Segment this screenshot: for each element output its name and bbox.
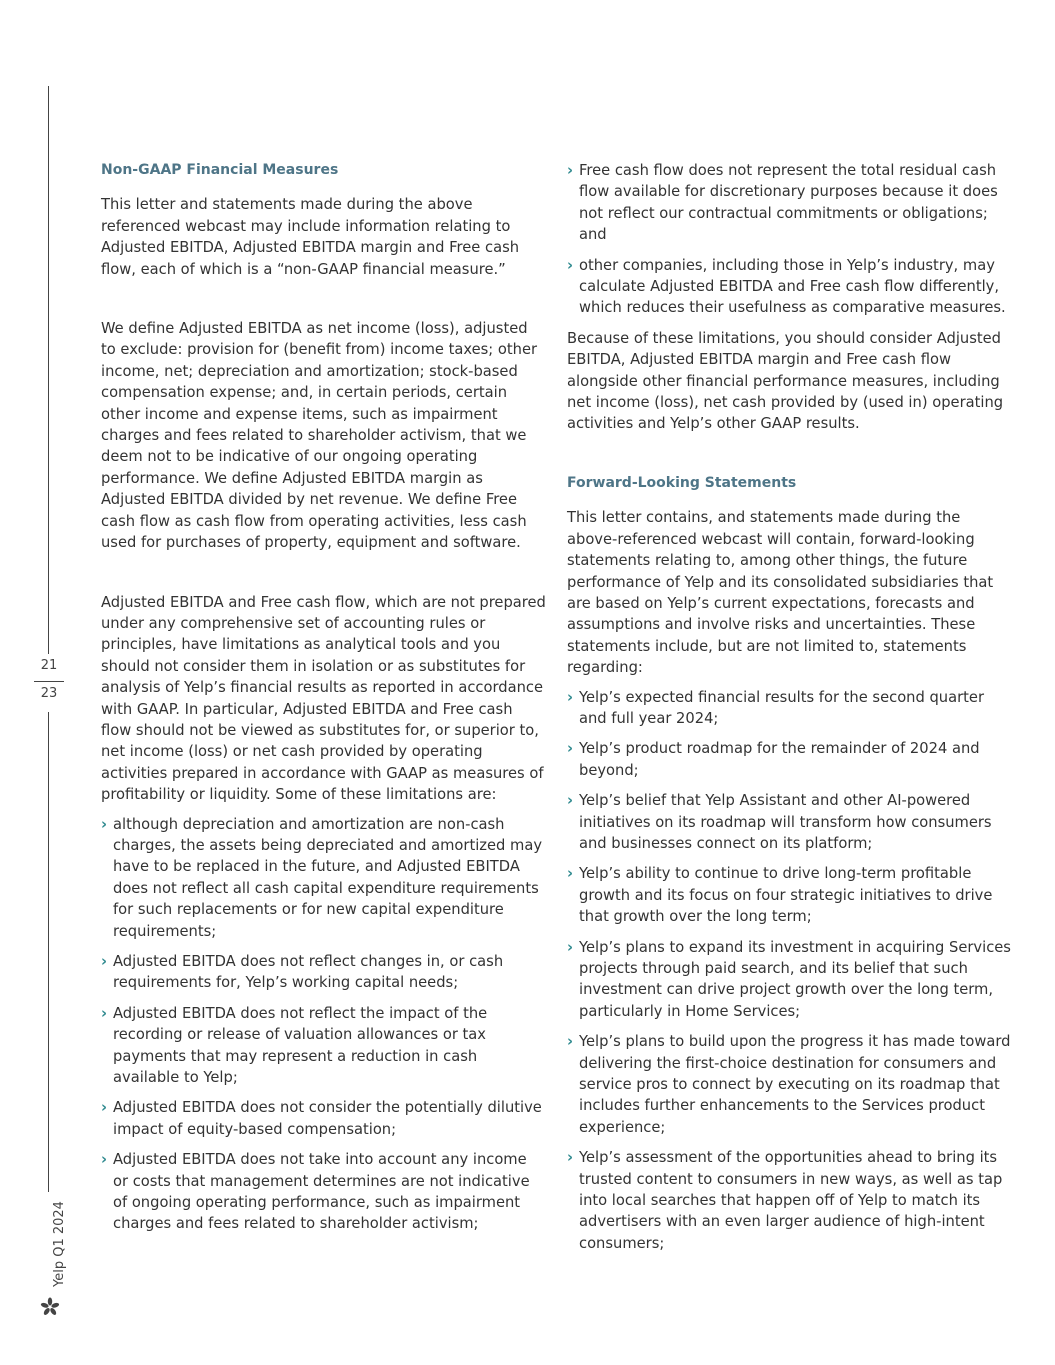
chevron-right-icon: › xyxy=(567,938,574,956)
chevron-right-icon: › xyxy=(567,256,574,274)
list-item: › Yelp’s plans to build upon the progress it has made toward delivering the first-choice destination for consumers and service pros to connect by executing on its roadmap that includes further enhancements to the Services product experience; xyxy=(567,1033,1011,1136)
list-item: › Yelp’s assessment of the opportunities ahead to bring its trusted content to consumers in new ways, as well as tap into local searches that happen off of Yelp to match its advertisers with an even larger audience of high-intent consumers; xyxy=(567,1149,1003,1252)
list-item: › other companies, including those in Yelp’s industry, may calculate Adjusted EBITDA and Free cash flow differently, which reduces their usefulness as comparative measures. xyxy=(567,256,1006,317)
yelp-burst-icon xyxy=(40,1297,60,1317)
chevron-right-icon: › xyxy=(567,688,574,706)
chevron-right-icon: › xyxy=(567,1149,574,1167)
left-column xyxy=(101,160,546,1244)
chevron-right-icon: › xyxy=(567,1033,574,1051)
chevron-right-icon: › xyxy=(101,1004,108,1022)
list-item: › Adjusted EBITDA does not reflect the impact of the recording or release of valuation allowances or tax payments that may represent a reduction in cash available to Yelp; xyxy=(101,1004,488,1087)
page-number-total: 23 xyxy=(40,686,58,701)
list-item: › Yelp’s expected financial results for the second quarter and full year 2024; xyxy=(567,688,984,727)
brand-label: Yelp Q1 2024 xyxy=(52,1201,67,1287)
paragraph: Adjusted EBITDA and Free cash flow, which are not prepared under any comprehensive set of accounting rules or principles, have limitations as analytical tools and you should not consider them in isolation or as substitutes for analysis of Yelp’s financial results as reported in accordance with GAAP. In particular, Adjusted EBITDA and Free cash flow should not be viewed as substitutes for, or superior to, net income (loss) or net cash provided by operating activities prepared in accordance with GAAP as measures of profitability or liquidity. Some of these limitations are: xyxy=(101,593,546,804)
chevron-right-icon: › xyxy=(567,792,574,810)
paragraph: We define Adjusted EBITDA as net income (loss), adjusted to exclude: provision for (benefit from) income taxes; other income, net; depreciation and amortization; stock-based compensation expense; and, in certain periods, certain other income and expense items, such as impairment charges and fees related to shareholder activism, that we deem not to be indicative of our ongoing operating performance. We define Adjusted EBITDA margin as Adjusted EBITDA divided by net revenue. We define Free cash flow as cash flow from operating activities, less cash used for purchases of property, equipment and software. xyxy=(101,320,538,552)
right-column xyxy=(567,160,1015,1263)
sidebar-rule-top xyxy=(48,86,49,654)
section-heading-forward-looking: Forward-Looking Statements xyxy=(567,474,797,491)
list-item: › Yelp’s product roadmap for the remainder of 2024 and beyond; xyxy=(567,740,980,779)
list-item: › Adjusted EBITDA does not take into account any income or costs that management determines are not indicative of ongoing operating performance, such as impairment charges and fees related to shareholder activism; xyxy=(101,1151,530,1233)
paragraph: This letter contains, and statements made during the above-referenced webcast will contain, forward-looking statements relating to, among other things, the future performance of Yelp and its consolidated subsidiaries that are based on Yelp’s current expectations, forecasts and assumptions and involve risks and uncertainties. These statements include, but are not limited to, statements regarding: xyxy=(567,509,994,677)
sidebar-rule-bottom xyxy=(48,712,49,1192)
paragraph: Because of these limitations, you should consider Adjusted EBITDA, Adjusted EBITDA margin and Free cash flow alongside other financial performance measures, including net income (loss), net cash provided by (used in) operating activities and Yelp’s other GAAP results. xyxy=(567,329,1004,433)
list-item: › Yelp’s plans to expand its investment in acquiring Services projects through paid search, and its belief that such investment can drive project growth over the long term, particularly in Home Services; xyxy=(567,938,1011,1020)
chevron-right-icon: › xyxy=(101,1151,108,1169)
paragraph: This letter and statements made during the above referenced webcast may include information relating to Adjusted EBITDA, Adjusted EBITDA margin and Free cash flow, each of which is a “non-GAAP financial measure.” xyxy=(101,196,520,278)
brand-footer xyxy=(38,1201,67,1317)
page-number-divider xyxy=(34,681,64,682)
list-item: › although depreciation and amortization are non-cash charges, the assets being depreciated and amortized may have to be replaced in the future, and Adjusted EBITDA does not reflect all cash capital expenditure requirements for such replacements or for new capital expenditure requirements; xyxy=(101,815,543,940)
limitations-list-continued xyxy=(567,160,1015,319)
list-item: › Adjusted EBITDA does not consider the potentially dilutive impact of equity-based compensation; xyxy=(101,1099,542,1138)
section-heading-non-gaap: Non-GAAP Financial Measures xyxy=(101,162,339,178)
chevron-right-icon: › xyxy=(567,865,574,883)
list-item: › Free cash flow does not represent the total residual cash flow available for discretionary purposes because it does not reflect our contractual commitments or obligations; and xyxy=(567,162,998,244)
page-number-current: 21 xyxy=(40,658,58,673)
chevron-right-icon: › xyxy=(567,740,574,758)
chevron-right-icon: › xyxy=(101,1099,108,1117)
limitations-list xyxy=(101,814,546,1235)
list-item: › Adjusted EBITDA does not reflect changes in, or cash requirements for, Yelp’s working capital needs; xyxy=(101,953,504,992)
forward-looking-list xyxy=(567,687,1015,1255)
list-item: › Yelp’s ability to continue to drive long-term profitable growth and its focus on four strategic initiatives to drive that growth over the long term; xyxy=(567,865,993,926)
chevron-right-icon: › xyxy=(101,815,108,833)
chevron-right-icon: › xyxy=(567,162,574,179)
list-item: › Yelp’s belief that Yelp Assistant and other AI-powered initiatives on its roadmap will transform how consumers and businesses connect on its platform; xyxy=(567,792,992,852)
chevron-right-icon: › xyxy=(101,953,108,970)
